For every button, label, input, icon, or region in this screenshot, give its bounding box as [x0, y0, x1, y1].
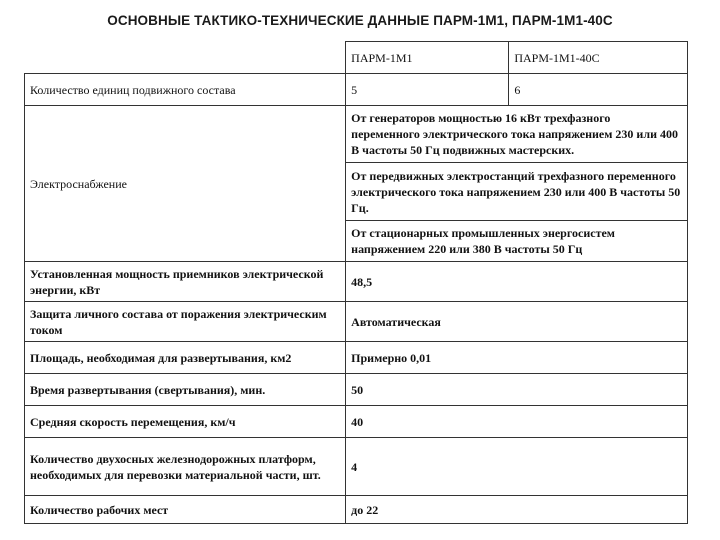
table-row [25, 496, 688, 524]
header-empty-cell [25, 42, 346, 74]
units-parm-1m1: 5 [346, 74, 509, 106]
table-row [25, 374, 688, 406]
table-row [25, 438, 688, 496]
power-supply-option-2: От передвижных электростанций трехфазного переменного электрического тока напряжением 230 или 400 В частоты 50 Гц. [346, 163, 688, 221]
page-title: ОСНОВНЫЕ ТАКТИКО-ТЕХНИЧЕСКИЕ ДАННЫЕ ПАРМ-1М1, ПАРМ-1М1-40С [107, 13, 613, 28]
row-label-platforms: Количество двухосных железнодорожных платформ, необходимых для перевозки материальной части, шт. [25, 438, 346, 496]
row-label-protection: Защита личного состава от поражения электрическим током [25, 302, 346, 342]
header-parm-1m1-40c: ПАРМ-1М1-40С [509, 42, 688, 74]
table-row [25, 262, 688, 302]
specifications-table [24, 41, 688, 524]
protection-value: Автоматическая [346, 302, 688, 342]
installed-power-value: 48,5 [346, 262, 688, 302]
table-row [25, 342, 688, 374]
row-label-installed-power: Установленная мощность приемников электрической энергии, кВт [25, 262, 346, 302]
table-row [25, 406, 688, 438]
deploy-time-value: 50 [346, 374, 688, 406]
workplaces-value: до 22 [346, 496, 688, 524]
row-label-deploy-time: Время развертывания (свертывания), мин. [25, 374, 346, 406]
row-label-area: Площадь, необходимая для развертывания, км2 [25, 342, 346, 374]
row-label-power-supply: Электроснабжение [25, 106, 346, 262]
row-label-workplaces: Количество рабочих мест [25, 496, 346, 524]
power-supply-option-1: От генераторов мощностью 16 кВт трехфазного переменного электрического тока напряжением 230 или 400 В частоты 50 Гц подвижных мастерских. [346, 106, 688, 163]
row-label-speed: Средняя скорость перемещения, км/ч [25, 406, 346, 438]
power-supply-option-3: От стационарных промышленных энергосистем напряжением 220 или 380 В частоты 50 Гц [346, 221, 688, 262]
table-row [25, 302, 688, 342]
table-row [25, 106, 688, 163]
table-row [25, 74, 688, 106]
header-parm-1m1: ПАРМ-1М1 [346, 42, 509, 74]
speed-value: 40 [346, 406, 688, 438]
table-header-row [25, 42, 688, 74]
platforms-value: 4 [346, 438, 688, 496]
row-label-units: Количество единиц подвижного состава [25, 74, 346, 106]
area-value: Примерно 0,01 [346, 342, 688, 374]
units-parm-1m1-40c: 6 [509, 74, 688, 106]
